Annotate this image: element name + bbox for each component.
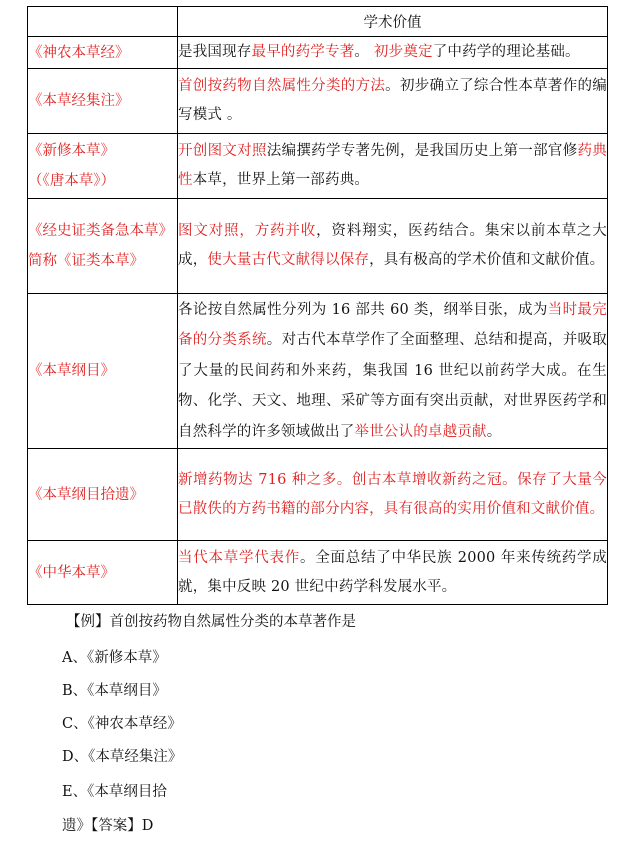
option-a: A、《新修本草》: [62, 650, 167, 666]
example-tag: 【例】: [66, 614, 110, 630]
row-value: 首创按药物自然属性分类的方法。初步确立了综合性本草著作的编写模式 。: [178, 69, 608, 134]
table-row: [28, 37, 608, 69]
row-value: 当代本草学代表作。全面总结了中华民族 2000 年来传统药学成就，集中反映 20 世纪中药学科发展水平。: [178, 541, 608, 605]
row-name: 《神农本草经》: [28, 37, 178, 69]
answer-value: D: [141, 818, 154, 834]
row-name: 《新修本草》 （《唐本草》）: [28, 134, 178, 199]
table-row: [28, 541, 608, 605]
option-c: C、《神农本草经》: [62, 716, 182, 732]
option-e-continuation: 遗》: [62, 818, 91, 834]
row-name: 《本草纲目拾遗》: [28, 449, 178, 541]
row-name: 《中华本草》: [28, 541, 178, 605]
answer-line: [62, 816, 153, 836]
row-value: 开创图文对照法编撰药学专著先例，是我国历史上第一部官修药典性本草，世界上第一部药典。: [178, 134, 608, 199]
herbal-classics-table: [27, 6, 608, 605]
answer-tag: 【答案】: [91, 818, 142, 834]
row-value: 图文对照，方药并收，资料翔实，医药结合。集宋以前本草之大成，使大量古代文献得以保存，具有极高的学术价值和文献价值。: [178, 199, 608, 294]
row-name: 《经史证类备急本草》简称《证类本草》: [28, 199, 178, 294]
table-row: [28, 69, 608, 134]
table-row: [28, 134, 608, 199]
row-value: 是我国现存最早的药学专著。 初步奠定了中药学的理论基础。: [178, 37, 608, 69]
row-name: 《本草经集注》: [28, 69, 178, 134]
row-value: 新增药物达 716 种之多。创古本草增收新药之冠。保存了大量今已散佚的方药书籍的部分内容，具有很高的实用价值和文献价值。: [178, 449, 608, 541]
table-row: [28, 294, 608, 449]
table-header-row: [28, 7, 608, 37]
question-line: [66, 612, 356, 632]
option-d: D、《本草经集注》: [62, 749, 183, 765]
table-row: [28, 449, 608, 541]
table-row: [28, 199, 608, 294]
question-text: 首创按药物自然属性分类的本草著作是: [109, 614, 356, 630]
header-academic-value: 学术价值: [178, 7, 608, 37]
row-value: 各论按自然属性分列为 16 部共 60 类，纲举目张，成为当时最完备的分类系统。对古代本草学作了全面整理、总结和提高，并吸取了大量的民间药和外来药，集我国 16 世纪以前药学大成。在生物、化学、天文、地理、采矿等方面有突出贡献，对世界医药学和自然科学的许多领域做出了举世公认的卓越贡献。: [178, 294, 608, 449]
header-col1: [28, 7, 178, 37]
option-e: E、《本草纲目拾: [62, 784, 167, 800]
row-name: 《本草纲目》: [28, 294, 178, 449]
option-b: B、《本草纲目》: [62, 683, 167, 699]
